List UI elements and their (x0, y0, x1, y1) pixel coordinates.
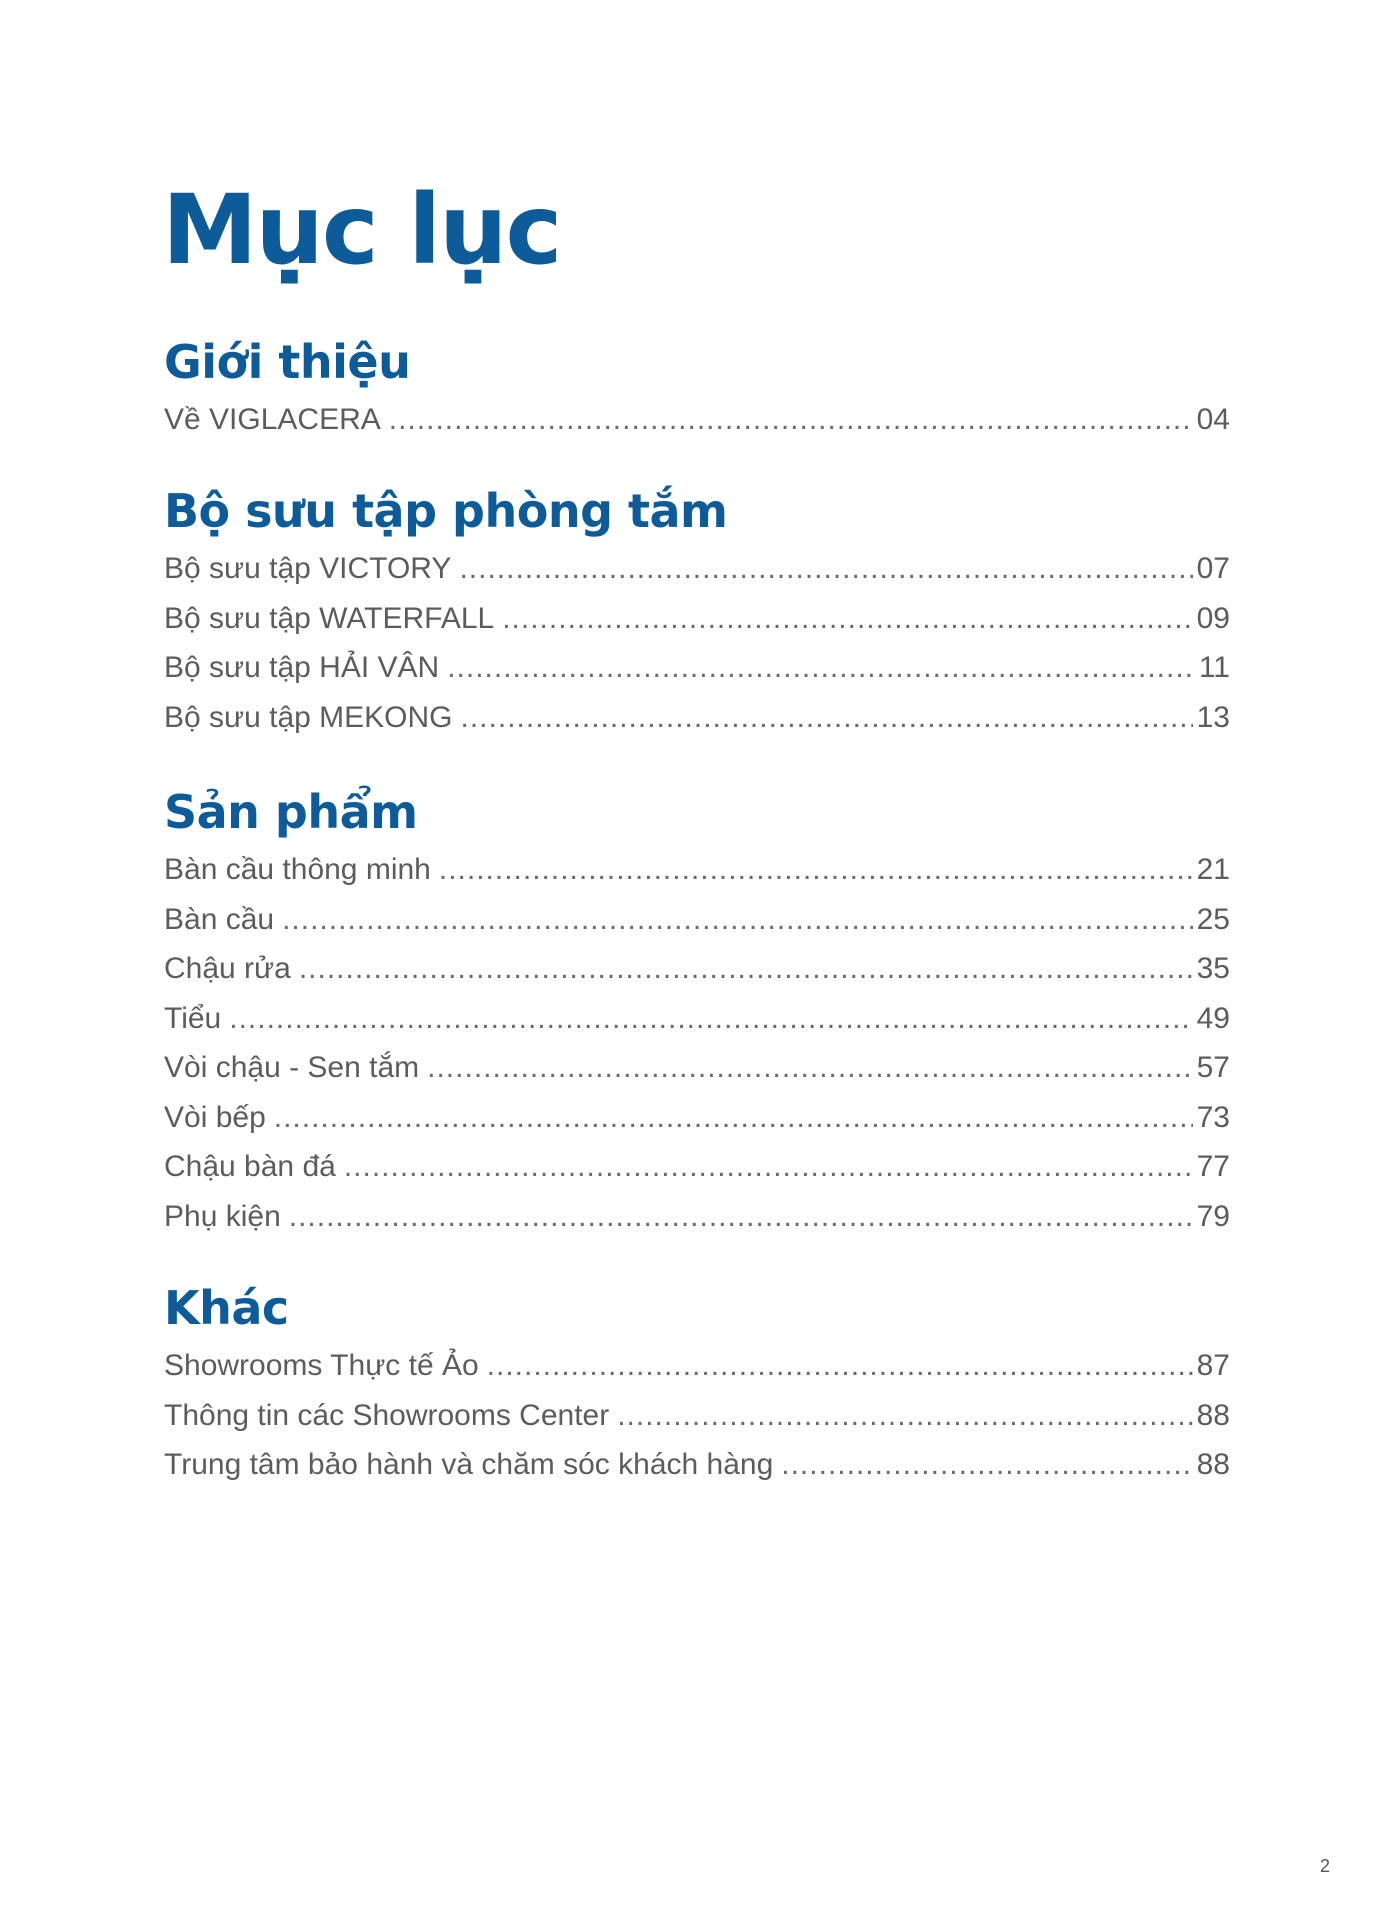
toc-entry-page: 13 (1196, 700, 1230, 734)
toc-entry-label: Bàn cầu (164, 902, 275, 936)
toc-entry[interactable] (164, 693, 1230, 743)
toc-entry-label: Bộ sưu tập WATERFALL (164, 601, 495, 635)
toc-entry-label: Bộ sưu tập MEKONG (164, 700, 453, 734)
toc-entry[interactable] (164, 845, 1230, 895)
toc-entry-label: Tiểu (164, 1001, 222, 1035)
toc-entry-page: 11 (1198, 651, 1230, 684)
toc-entry-page: 77 (1196, 1150, 1230, 1183)
toc-entry-page: 88 (1196, 1448, 1230, 1481)
toc-entry-page: 25 (1196, 902, 1230, 936)
section-heading: Khác (164, 1281, 289, 1335)
dot-leader (389, 395, 1193, 445)
toc-entry-label: Thông tin các Showrooms Center (164, 1398, 610, 1432)
dot-leader (344, 1142, 1193, 1192)
dot-leader (502, 594, 1192, 644)
toc-entry[interactable] (164, 1341, 1230, 1391)
page-title: Mục lục (162, 174, 561, 286)
toc-entry-page: 09 (1196, 601, 1230, 635)
toc-entry-label: Vòi bếp (164, 1100, 266, 1134)
toc-entry[interactable] (164, 1440, 1230, 1490)
toc-entry-label: Bàn cầu thông minh (164, 853, 431, 886)
dot-leader (461, 693, 1193, 743)
toc-entry[interactable] (164, 994, 1230, 1044)
toc-entry[interactable] (164, 643, 1230, 693)
dot-leader (274, 1093, 1193, 1143)
dot-leader (299, 944, 1193, 994)
toc-entry-page: 88 (1196, 1398, 1230, 1432)
toc-entry[interactable] (164, 1043, 1230, 1093)
toc-list (164, 544, 1230, 742)
toc-entry-label: Chậu bàn đá (164, 1150, 336, 1183)
toc-entry[interactable] (164, 1192, 1230, 1242)
toc-entry-page: 57 (1196, 1051, 1230, 1084)
toc-entry[interactable] (164, 1093, 1230, 1143)
dot-leader (459, 544, 1192, 594)
toc-entry[interactable] (164, 944, 1230, 994)
toc-entry-label: Bộ sưu tập HẢI VÂN (164, 651, 440, 684)
section-heading: Giới thiệu (164, 335, 411, 389)
toc-entry-page: 35 (1196, 952, 1230, 985)
section-heading: Sản phẩm (164, 785, 418, 839)
dot-leader (282, 895, 1193, 945)
toc-list (164, 845, 1230, 1241)
page-number: 2 (1320, 1856, 1331, 1876)
dot-leader (617, 1391, 1192, 1441)
toc-entry-label: Trung tâm bảo hành và chăm sóc khách hàng (164, 1448, 774, 1481)
section-san-pham (164, 783, 1230, 1241)
toc-entry-label: Showrooms Thực tế Ảo (164, 1349, 479, 1382)
toc-entry-label: Phụ kiện (164, 1199, 281, 1233)
toc-entry-page: 73 (1196, 1100, 1230, 1134)
dot-leader (289, 1192, 1193, 1242)
section-gioi-thieu (164, 333, 1230, 445)
dot-leader (439, 845, 1193, 895)
section-bo-suu-tap (164, 482, 1230, 742)
dot-leader (427, 1043, 1192, 1093)
toc-entry-page: 04 (1196, 403, 1230, 436)
toc-entry-label: Về VIGLACERA (164, 403, 381, 436)
toc-list (164, 395, 1230, 445)
dot-leader (781, 1440, 1192, 1490)
section-heading: Bộ sưu tập phòng tắm (164, 484, 728, 538)
toc-entry-page: 21 (1196, 853, 1230, 886)
toc-entry-label: Bộ sưu tập VICTORY (164, 552, 452, 585)
toc-entry[interactable] (164, 395, 1230, 445)
toc-entry-label: Vòi chậu - Sen tắm (164, 1051, 420, 1084)
toc-entry-page: 07 (1196, 552, 1230, 585)
toc-entry-page: 49 (1196, 1001, 1230, 1035)
toc-entry-page: 87 (1196, 1349, 1230, 1382)
dot-leader (487, 1341, 1193, 1391)
toc-entry[interactable] (164, 594, 1230, 644)
section-khac (164, 1279, 1230, 1490)
toc-list (164, 1341, 1230, 1490)
toc-entry[interactable] (164, 544, 1230, 594)
toc-entry[interactable] (164, 1142, 1230, 1192)
dot-leader (229, 994, 1192, 1044)
toc-entry[interactable] (164, 895, 1230, 945)
dot-leader (447, 643, 1195, 693)
toc-entry[interactable] (164, 1391, 1230, 1441)
toc-entry-page: 79 (1196, 1199, 1230, 1233)
toc-entry-label: Chậu rửa (164, 952, 291, 985)
